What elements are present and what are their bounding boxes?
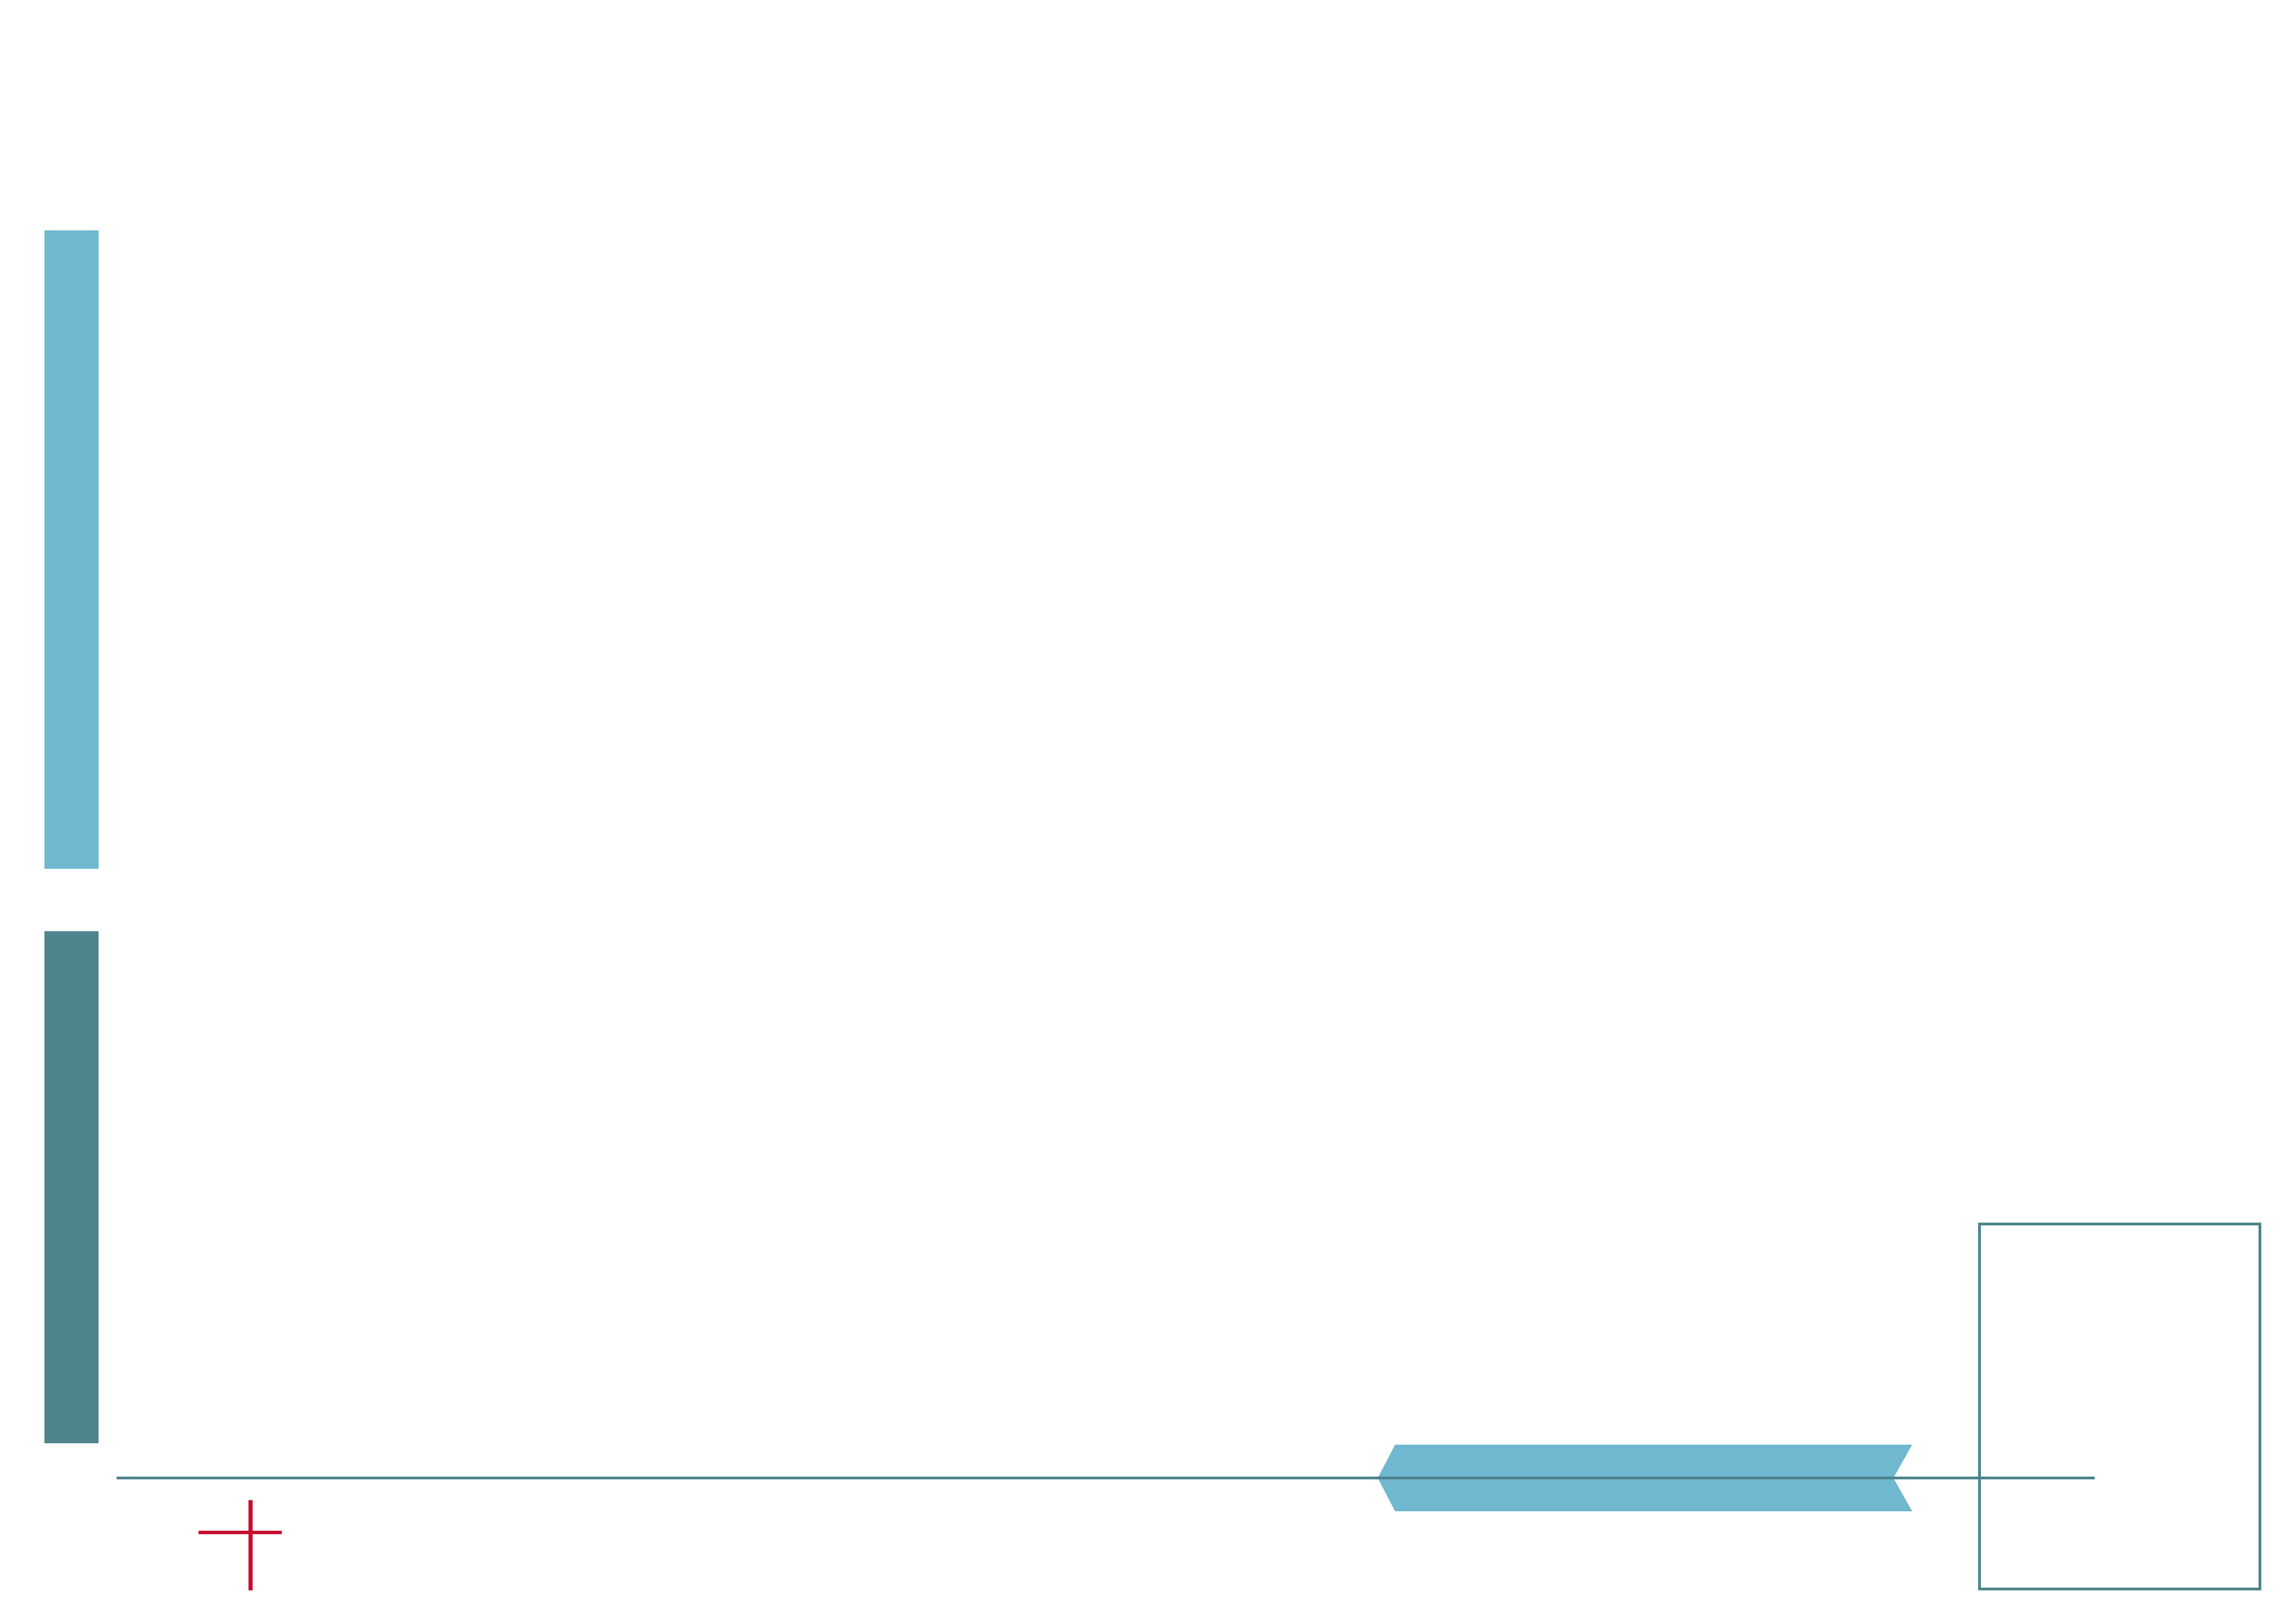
recurring-dates-box [1978,1223,2261,1590]
logo-red-cross [199,1531,282,1534]
logo-red-bar [248,1500,253,1590]
footer-divider [117,1477,2095,1479]
